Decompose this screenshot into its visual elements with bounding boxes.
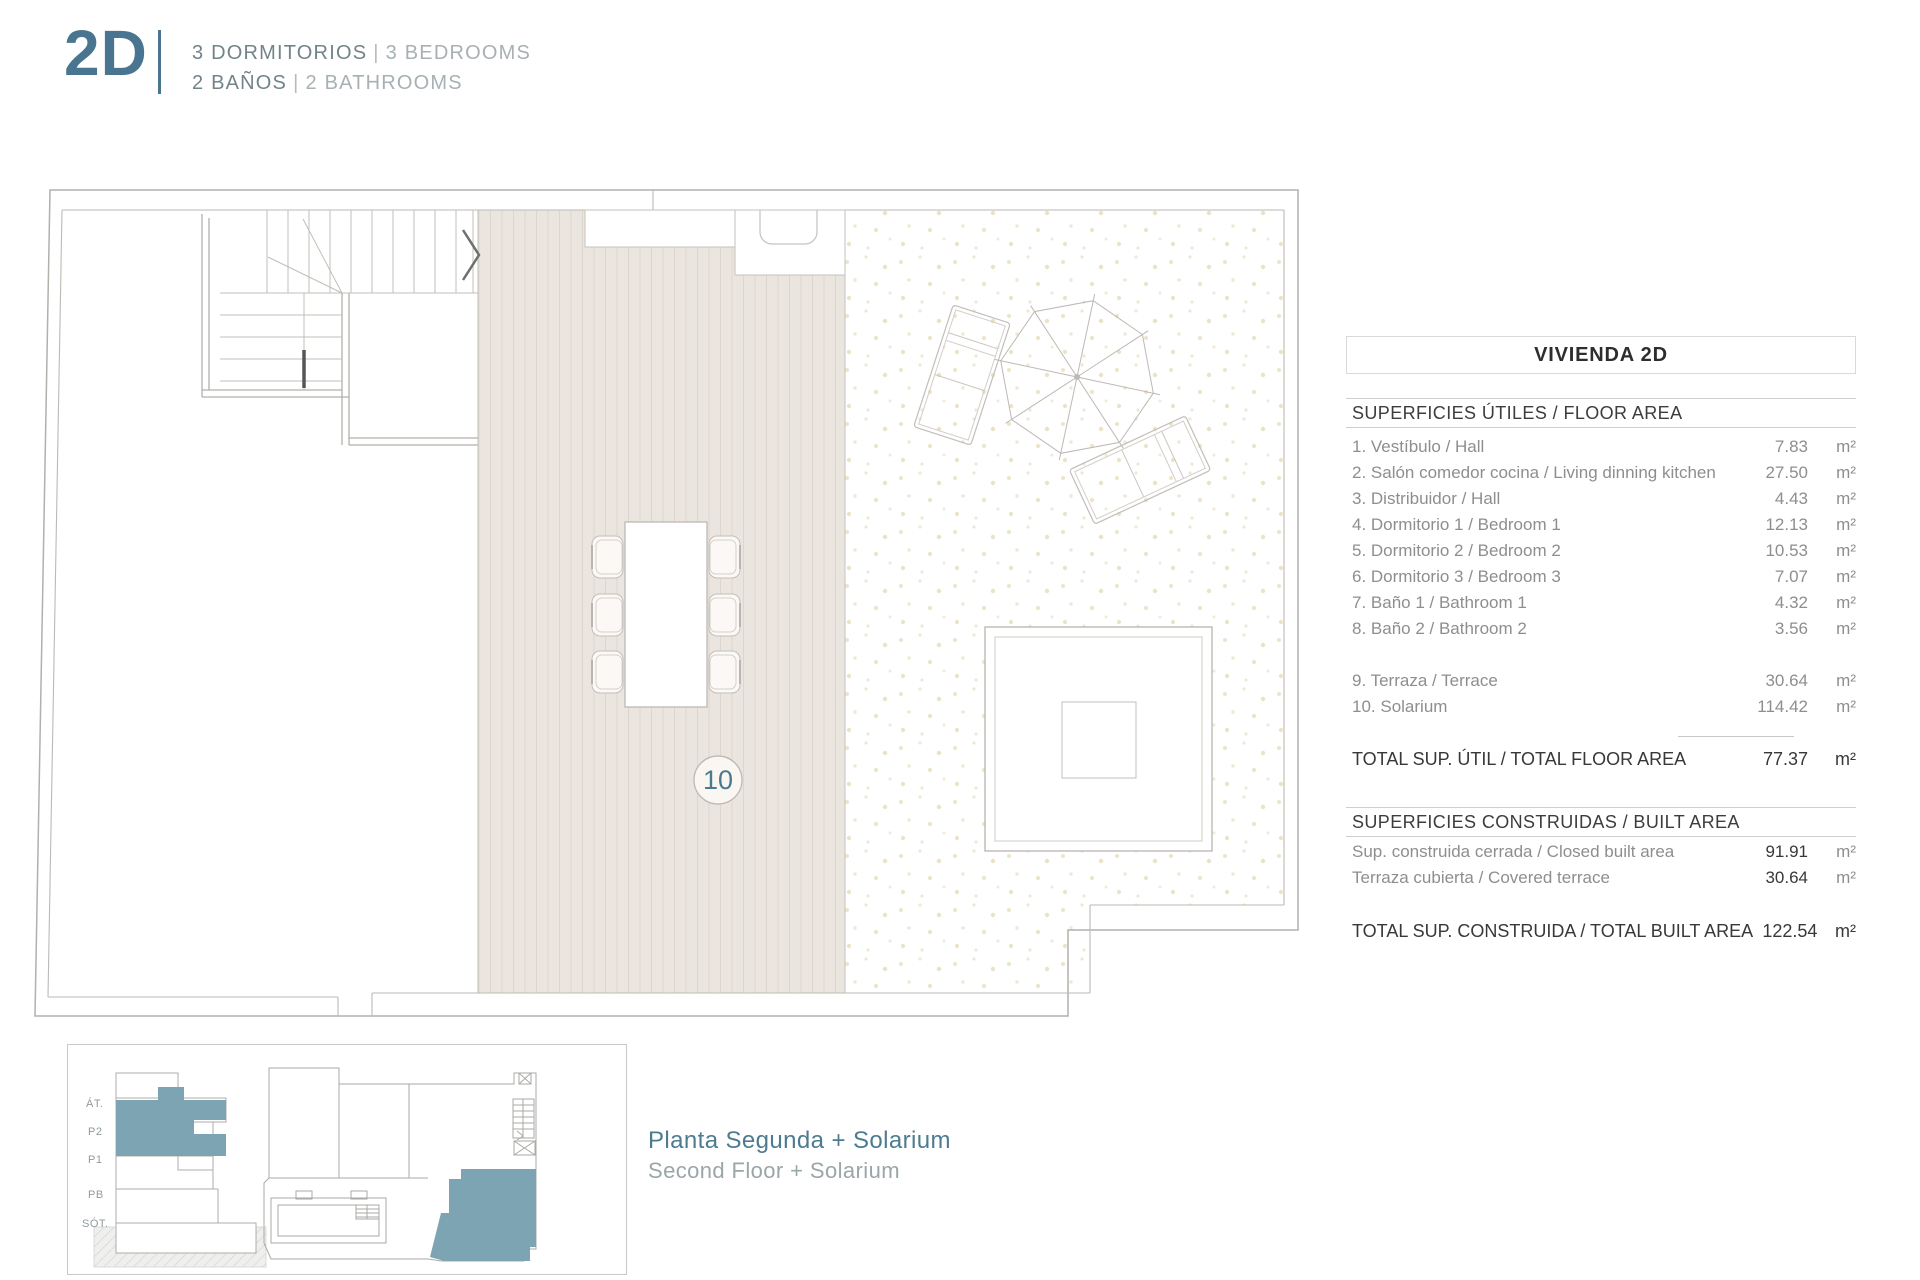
total-floor-area-row	[1346, 745, 1856, 773]
plan-caption	[648, 1126, 951, 1186]
area-row-value: 114.42	[1757, 697, 1808, 716]
area-row-unit: m²	[1836, 489, 1856, 508]
area-row-unit: m²	[1836, 541, 1856, 560]
caption-english: Second Floor + Solarium	[648, 1158, 900, 1183]
area-row-label: 3. Distribuidor / Hall	[1352, 489, 1501, 508]
area-row-label: 1. Vestíbulo / Hall	[1352, 437, 1485, 456]
area-row-unit: m²	[1836, 842, 1856, 861]
floor-area-heading: SUPERFICIES ÚTILES / FLOOR AREA	[1346, 398, 1856, 428]
location-minimap	[67, 1044, 627, 1275]
built-area-rows	[1346, 839, 1856, 891]
bedrooms-line	[192, 38, 531, 68]
area-row	[1346, 486, 1856, 512]
total-floor-unit: m²	[1835, 749, 1856, 769]
area-row	[1346, 668, 1856, 694]
area-row-label: 6. Dormitorio 3 / Bedroom 3	[1352, 567, 1561, 586]
area-row-label: 8. Baño 2 / Bathroom 2	[1352, 619, 1527, 638]
bedrooms-en: 3 BEDROOMS	[385, 42, 532, 64]
room-label-10	[694, 756, 742, 804]
area-row-unit: m²	[1836, 593, 1856, 612]
header-subtitle	[192, 38, 531, 98]
staircase	[202, 210, 479, 445]
area-row	[1346, 460, 1856, 486]
area-row	[1346, 564, 1856, 590]
area-row-label: 5. Dormitorio 2 / Bedroom 2	[1352, 541, 1561, 560]
table-title-box: VIVIENDA 2D	[1346, 336, 1856, 374]
area-row-unit: m²	[1836, 515, 1856, 534]
building-elevation	[82, 1073, 266, 1267]
floor-label-pb: PB	[88, 1189, 104, 1201]
area-row-label: Sup. construida cerrada / Closed built area	[1352, 842, 1675, 861]
area-row-unit: m²	[1836, 463, 1856, 482]
area-row	[1346, 512, 1856, 538]
dining-table	[625, 522, 707, 707]
area-row-label: 10. Solarium	[1352, 697, 1448, 716]
bathrooms-es: 2 BAÑOS	[192, 72, 288, 94]
area-row-label: 4. Dormitorio 1 / Bedroom 1	[1352, 515, 1561, 534]
total-floor-label: TOTAL SUP. ÚTIL / TOTAL FLOOR AREA	[1352, 749, 1687, 769]
area-row-unit: m²	[1836, 868, 1856, 887]
area-row-value: 12.13	[1765, 515, 1808, 534]
area-table	[1346, 336, 1856, 945]
skylight-structure	[985, 627, 1212, 851]
floor-label-sotano: SÓT.	[82, 1218, 109, 1230]
area-row-value: 4.43	[1774, 489, 1808, 508]
total-built-area-row	[1346, 917, 1856, 945]
bathrooms-line	[192, 68, 531, 98]
terrace-floor	[845, 210, 1284, 993]
area-row-label: 2. Salón comedor cocina / Living dinning kitchen	[1352, 463, 1716, 482]
terrace-solarium-rows	[1346, 668, 1856, 720]
total-built-label: TOTAL SUP. CONSTRUIDA / TOTAL BUILT AREA	[1352, 921, 1754, 941]
area-row-value: 91.91	[1765, 842, 1808, 861]
area-row-value: 7.07	[1774, 567, 1808, 586]
separator: |	[293, 72, 300, 94]
area-row-value: 10.53	[1765, 541, 1808, 560]
subtotal-divider	[1678, 736, 1794, 737]
total-floor-value: 77.37	[1762, 749, 1808, 769]
total-built-unit: m²	[1835, 921, 1856, 941]
area-row-unit: m²	[1836, 437, 1856, 456]
area-row	[1346, 434, 1856, 460]
built-area-section	[1346, 807, 1856, 945]
floor-label-p1: P1	[88, 1154, 103, 1166]
bedrooms-es: 3 DORMITORIOS	[192, 42, 368, 64]
area-row	[1346, 839, 1856, 865]
area-row	[1346, 616, 1856, 642]
area-row-value: 30.64	[1765, 868, 1808, 887]
floor-label-p2: P2	[88, 1126, 103, 1138]
area-row-unit: m²	[1836, 671, 1856, 690]
area-row-value: 30.64	[1765, 671, 1808, 690]
minimap-drawing	[68, 1045, 626, 1274]
area-row	[1346, 694, 1856, 720]
area-row-unit: m²	[1836, 697, 1856, 716]
total-built-value: 122.54	[1762, 921, 1818, 941]
area-row-value: 4.32	[1774, 593, 1808, 612]
built-area-heading: SUPERFICIES CONSTRUIDAS / BUILT AREA	[1346, 807, 1856, 837]
logo-divider	[158, 30, 161, 94]
area-row	[1346, 590, 1856, 616]
dining-set	[592, 522, 740, 707]
logo-2d: 2D	[64, 17, 148, 89]
area-row-unit: m²	[1836, 619, 1856, 638]
stair-break-arrow-icon	[463, 230, 479, 280]
floor-label-atico: ÁT.	[86, 1098, 104, 1110]
caption-spanish: Planta Segunda + Solarium	[648, 1127, 951, 1154]
room-number: 10	[702, 765, 734, 795]
floor-area-rows	[1346, 434, 1856, 642]
area-row-unit: m²	[1836, 567, 1856, 586]
area-row-value: 3.56	[1774, 619, 1808, 638]
floor-plan-drawing	[30, 145, 1310, 1030]
area-row	[1346, 865, 1856, 891]
bathrooms-en: 2 BATHROOMS	[305, 72, 463, 94]
area-row-value: 7.83	[1774, 437, 1808, 456]
area-row-value: 27.50	[1765, 463, 1808, 482]
area-row	[1346, 538, 1856, 564]
area-row-label: 7. Baño 1 / Bathroom 1	[1352, 593, 1527, 612]
separator: |	[373, 42, 380, 64]
area-row-label: Terraza cubierta / Covered terrace	[1352, 868, 1610, 887]
area-row-label: 9. Terraza / Terrace	[1352, 671, 1498, 690]
highlighted-unit	[430, 1169, 536, 1261]
